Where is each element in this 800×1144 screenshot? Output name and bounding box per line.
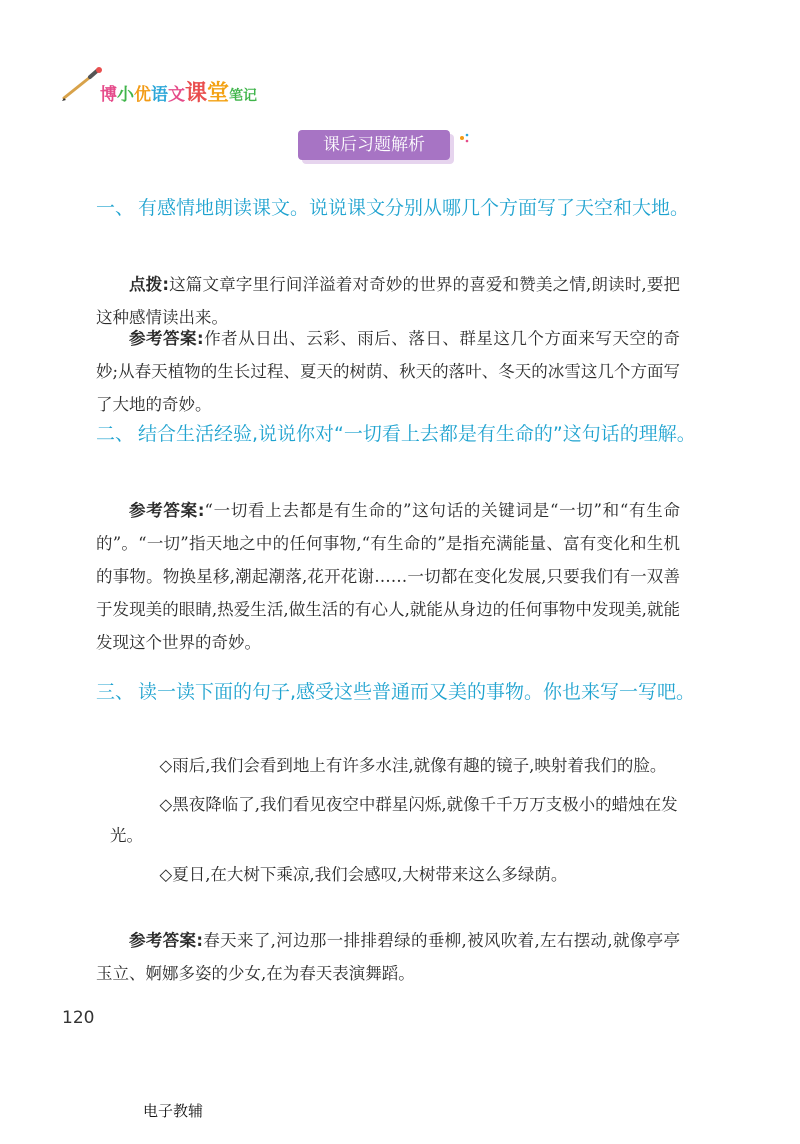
page-number: 120	[62, 1008, 95, 1028]
brand-big-2: 堂	[207, 81, 230, 106]
q3-sentence-3: ◇夏日,在大树下乘凉,我们会感叹,大树带来这么多绿荫。	[159, 865, 568, 884]
brush-icon	[60, 66, 104, 102]
brand-char-2: 优	[134, 85, 151, 105]
brand-char-4: 文	[168, 85, 185, 105]
brand-title	[100, 76, 257, 107]
q2-answer-label: 参考答案:	[129, 501, 205, 520]
q1-answer	[96, 322, 680, 421]
q1-tip-label: 点拨:	[129, 275, 169, 294]
question-1-text: 有感情地朗读课文。说说课文分别从哪几个方面写了天空和大地。	[138, 197, 690, 219]
footer-text: 电子教辅	[143, 1102, 204, 1120]
question-1-number: 一、	[96, 197, 135, 219]
q2-answer-text: “一切看上去都是有生命的”这句话的关键词是“一切”和“有生命的”。“一切”指天地之中的任何事物,“有生命的”是指充满能量、富有变化和生机的事物。物换星移,潮起潮落,花开花谢……一切都在变化发展,只要我们有一双善于发现美的眼睛,热爱生活,做生活的有心人,就能从身边的任何事物中发现美,就能发现这个世界的奇妙。	[96, 501, 680, 652]
q3-sentence-2: ◇黑夜降临了,我们看见夜空中群星闪烁,就像千千万万支极小的蜡烛在发光。	[110, 795, 678, 845]
section-tag	[298, 130, 458, 164]
q3-answer-label: 参考答案:	[129, 931, 203, 950]
question-3	[96, 676, 696, 709]
brand-char-1: 小	[117, 85, 134, 105]
brand-char-3: 语	[151, 85, 168, 105]
q1-answer-text: 作者从日出、云彩、雨后、落日、群星这几个方面来写天空的奇妙;从春天植物的生长过程、夏天的树荫、秋天的落叶、冬天的冰雪这几个方面写了大地的奇妙。	[96, 329, 680, 414]
sparkle-icon	[458, 132, 470, 144]
q3-sentence-1: ◇雨后,我们会看到地上有许多水洼,就像有趣的镜子,映射着我们的脸。	[159, 756, 667, 775]
q2-answer	[96, 494, 680, 659]
question-1	[96, 192, 696, 225]
question-2-text: 结合生活经验,说说你对“一切看上去都是有生命的”这句话的理解。	[138, 423, 696, 445]
brand-big-1: 课	[185, 81, 208, 106]
q3-answer-text: 春天来了,河边那一排排碧绿的垂柳,被风吹着,左右摆动,就像亭亭玉立、婀娜多姿的少女,在为春天表演舞蹈。	[96, 931, 680, 983]
q1-answer-label: 参考答案:	[129, 329, 204, 348]
question-2	[96, 418, 696, 451]
q1-tip-text: 这篇文章字里行间洋溢着对奇妙的世界的喜爱和赞美之情,朗读时,要把这种感情读出来。	[96, 275, 680, 327]
brand-small: 笔记	[229, 88, 258, 104]
question-2-number: 二、	[96, 423, 135, 445]
brand-char-0: 博	[100, 85, 117, 105]
question-3-text: 读一读下面的句子,感受这些普通而又美的事物。你也来写一写吧。	[138, 681, 696, 703]
question-3-number: 三、	[96, 681, 135, 703]
header-logo	[60, 58, 320, 108]
q3-sentences	[110, 750, 680, 898]
q3-answer	[96, 924, 680, 990]
section-title: 课后习题解析	[298, 130, 450, 160]
